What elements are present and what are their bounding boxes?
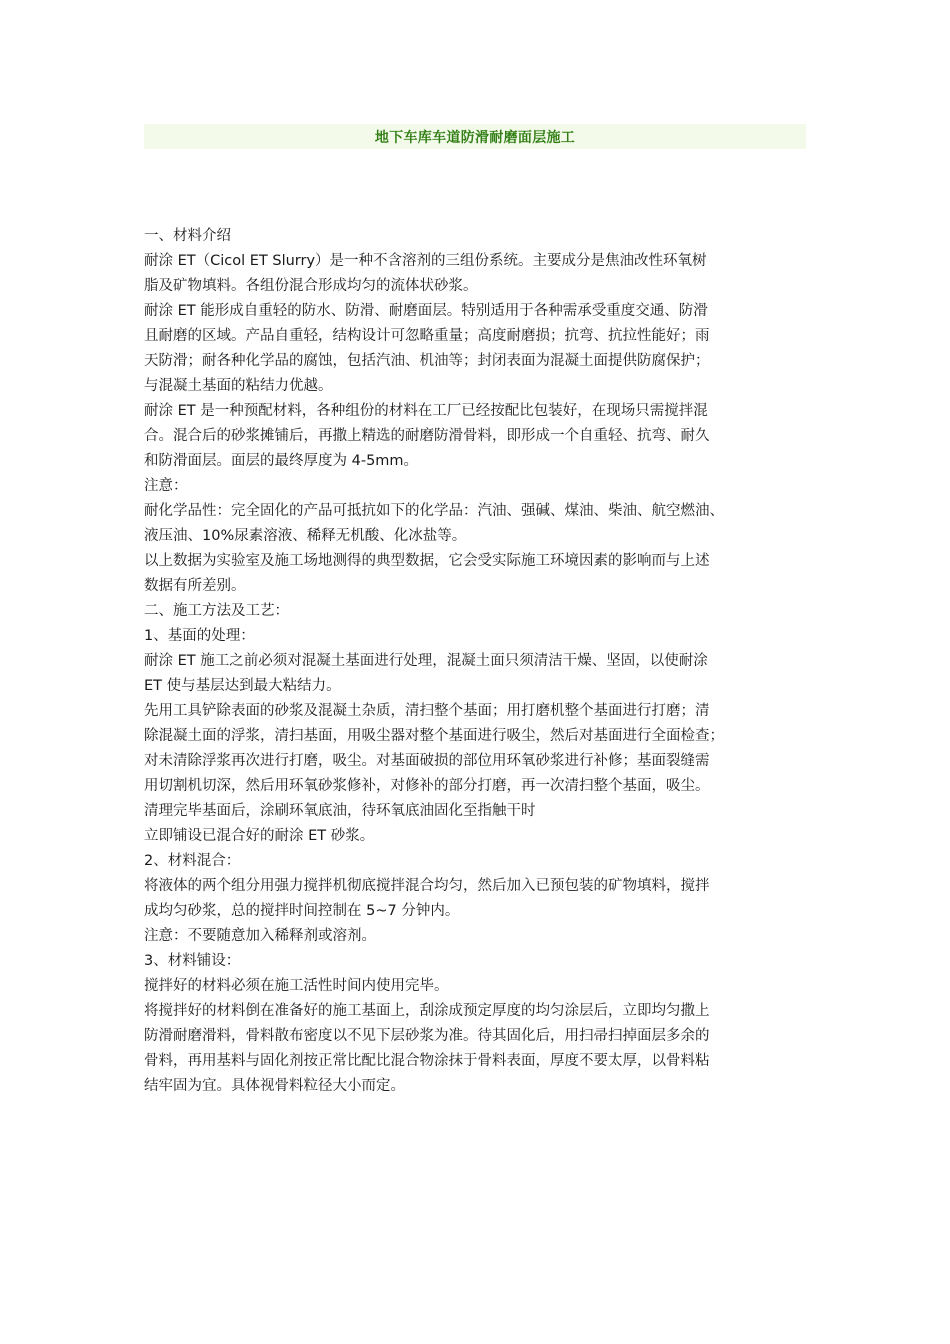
note-label: 注意： [144,478,188,494]
paragraph-line: 成均匀砂浆，总的搅拌时间控制在 5~7 分钟内。 [144,903,460,919]
document-body [144,224,812,1099]
note-line: 注意：不要随意加入稀释剂或溶剂。 [144,928,376,944]
paragraph-line: 清理完毕基面后，涂刷环氧底油，待环氧底油固化至指触干时 [144,803,536,819]
paragraph-line: 结牢固为宜。具体视骨料粒径大小而定。 [144,1078,405,1094]
paragraph-line: 耐涂 ET 是一种预配材料，各种组份的材料在工厂已经按配比包装好，在现场只需搅拌混 [144,403,708,419]
paragraph-line: 骨料，再用基料与固化剂按正常比配比混合物涂抹于骨料表面，厚度不要太厚，以骨料粘 [144,1053,710,1069]
paragraph-line: 且耐磨的区域。产品自重轻，结构设计可忽略重量；高度耐磨损；抗弯、抗拉性能好；雨 [144,328,710,344]
paragraph-line: 液压油、10%尿素溶液、稀释无机酸、化冰盐等。 [144,528,467,544]
paragraph-line: 用切割机切深，然后用环氧砂浆修补，对修补的部分打磨，再一次清扫整个基面，吸尘。 [144,778,710,794]
paragraph-line: 与混凝土基面的粘结力优越。 [144,378,333,394]
paragraph-line: 脂及矿物填料。各组份混合形成均匀的流体状砂浆。 [144,278,478,294]
paragraph-line: 和防滑面层。面层的最终厚度为 4-5mm。 [144,453,419,469]
paragraph-line: 耐涂 ET（Cicol ET Slurry）是一种不含溶剂的三组份系统。主要成分是焦油改性环氧树 [144,253,707,269]
paragraph-line: 将搅拌好的材料倒在准备好的施工基面上，刮涂成预定厚度的均匀涂层后，立即均匀撒上 [144,1003,710,1019]
subsection-heading-laying: 3、材料铺设： [144,953,241,969]
section-heading-materials: 一、材料介绍 [144,228,231,244]
paragraph-line: 耐化学品性：完全固化的产品可抵抗如下的化学品：汽油、强碱、煤油、柴油、航空燃油、 [144,503,724,519]
section-heading-construction: 二、施工方法及工艺： [144,603,289,619]
paragraph-line: 天防滑；耐各种化学品的腐蚀，包括汽油、机油等；封闭表面为混凝土面提供防腐保护； [144,353,710,369]
paragraph-line: 以上数据为实验室及施工场地测得的典型数据，它会受实际施工环境因素的影响而与上述 [144,553,710,569]
paragraph-line: 耐涂 ET 施工之前必须对混凝土基面进行处理，混凝土面只须清洁干燥、坚固，以使耐涂 [144,653,708,669]
paragraph-line: ET 使与基层达到最大粘结力。 [144,678,341,694]
title-bar [144,124,806,149]
paragraph-line: 先用工具铲除表面的砂浆及混凝土杂质，清扫整个基面；用打磨机整个基面进行打磨；清 [144,703,710,719]
paragraph-line: 耐涂 ET 能形成自重轻的防水、防滑、耐磨面层。特别适用于各种需承受重度交通、防滑 [144,303,708,319]
paragraph-line: 将液体的两个组分用强力搅拌机彻底搅拌混合均匀，然后加入已预包装的矿物填料，搅拌 [144,878,710,894]
paragraph-line: 除混凝土面的浮浆，清扫基面，用吸尘器对整个基面进行吸尘，然后对基面进行全面检查； [144,728,724,744]
paragraph-line: 立即铺设已混合好的耐涂 ET 砂浆。 [144,828,375,844]
paragraph-line: 对未清除浮浆再次进行打磨，吸尘。对基面破损的部位用环氧砂浆进行补修；基面裂缝需 [144,753,710,769]
paragraph-line: 搅拌好的材料必须在施工活性时间内使用完毕。 [144,978,449,994]
paragraph-line: 合。混合后的砂浆摊铺后，再撒上精选的耐磨防滑骨料，即形成一个自重轻、抗弯、耐久 [144,428,710,444]
subsection-heading-mixing: 2、材料混合： [144,853,241,869]
paragraph-line: 防滑耐磨滑料，骨料散布密度以不见下层砂浆为准。待其固化后，用扫帚扫掉面层多余的 [144,1028,710,1044]
subsection-heading-substrate: 1、基面的处理： [144,628,255,644]
document-title: 地下车库车道防滑耐磨面层施工 [374,129,576,146]
paragraph-line: 数据有所差别。 [144,578,246,594]
